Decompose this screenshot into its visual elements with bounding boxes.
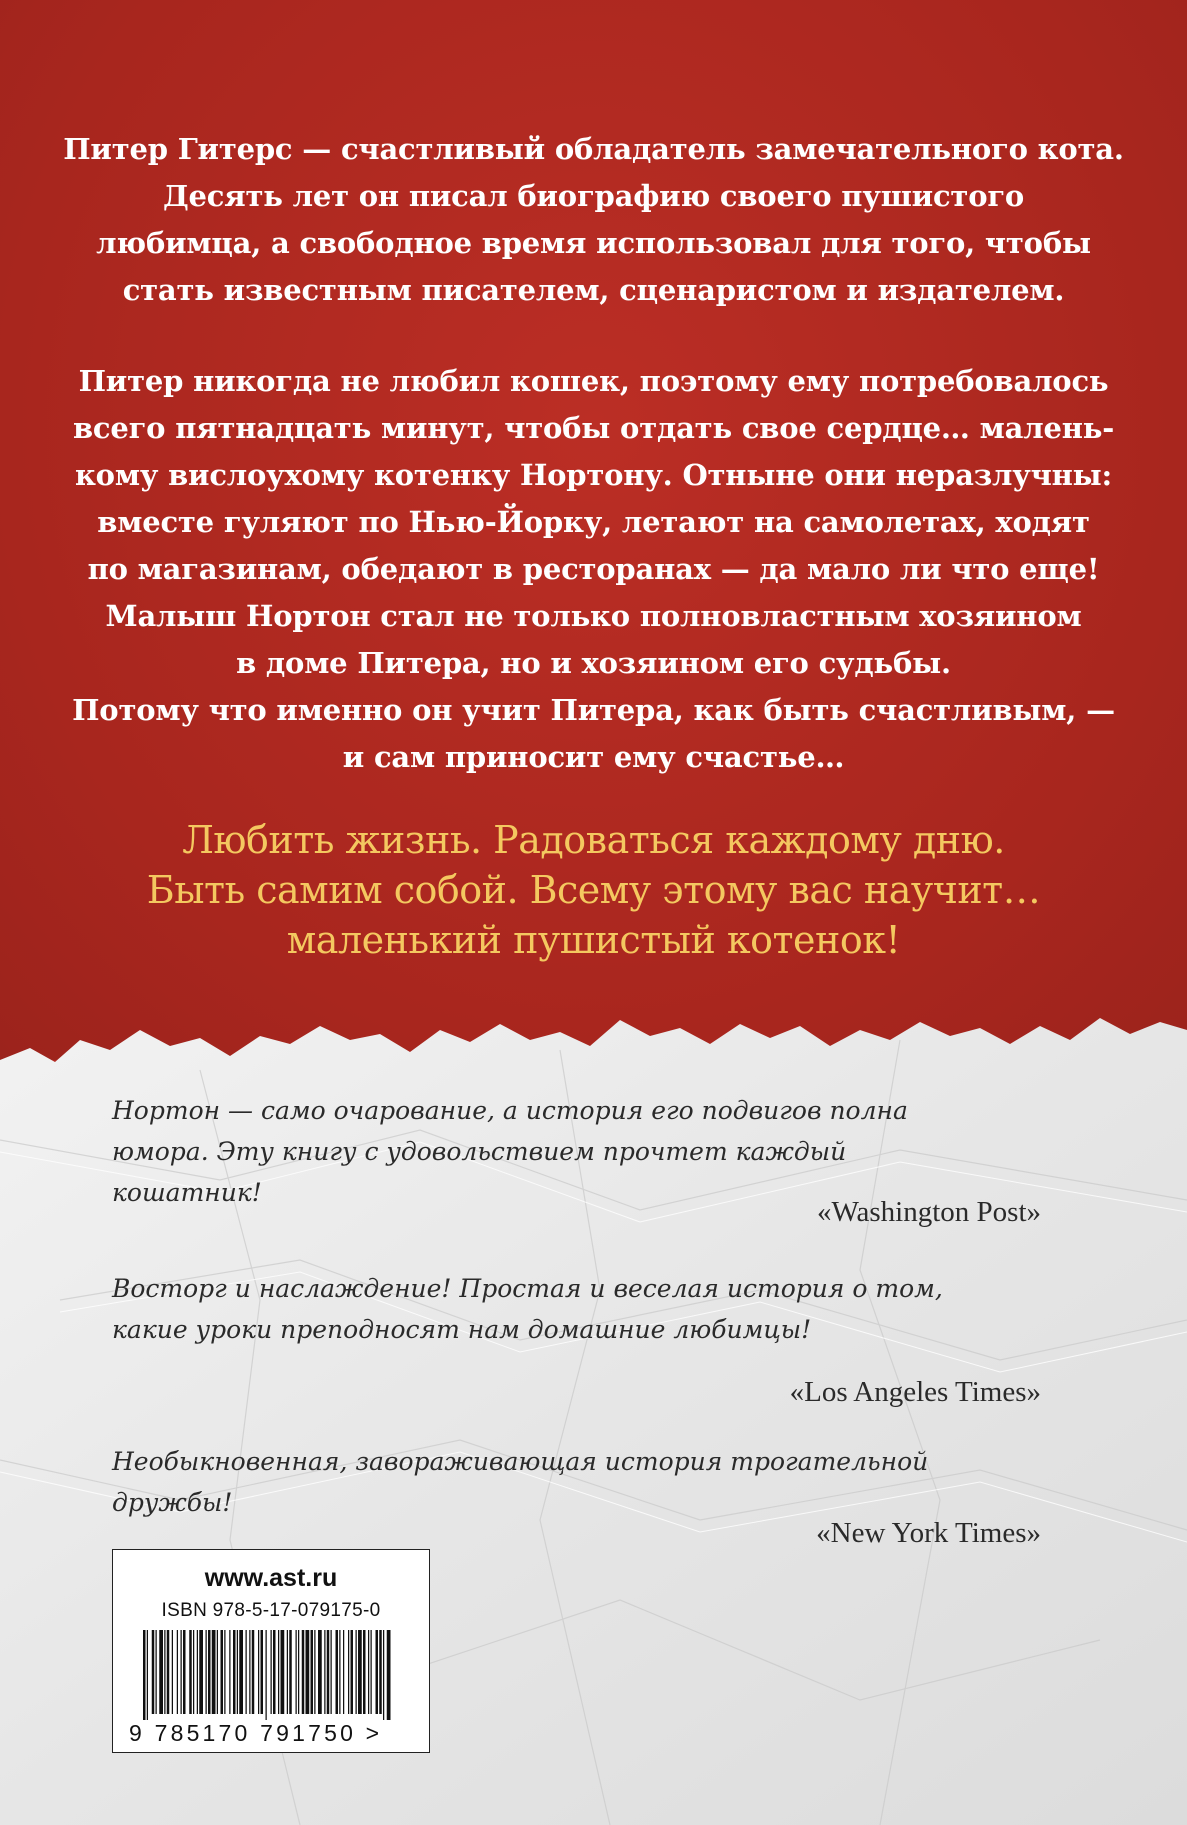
barcode-bar xyxy=(199,1630,203,1714)
barcode-bar xyxy=(183,1630,186,1714)
barcode-bar xyxy=(189,1630,192,1714)
barcode-bar xyxy=(159,1630,163,1714)
blurb-paragraph-2 xyxy=(40,358,1147,781)
barcode-bar xyxy=(281,1630,285,1714)
barcode-bar xyxy=(376,1630,379,1714)
review-quote-2: Восторг и наслаждение! Простая и веселая история о том, какие уроки преподносят нам домашние любимцы! xyxy=(112,1274,943,1344)
barcode-bar xyxy=(371,1630,372,1714)
barcode-bar xyxy=(318,1630,322,1714)
review-source-1: «Washington Post» xyxy=(816,1196,1041,1228)
barcode-bar xyxy=(197,1630,198,1714)
barcode-bar xyxy=(249,1630,250,1714)
barcode-bar xyxy=(358,1630,362,1714)
barcode-bar xyxy=(177,1630,178,1714)
barcode-bar xyxy=(311,1630,314,1714)
barcode-icon xyxy=(141,1630,391,1720)
barcode-bar xyxy=(287,1630,288,1714)
isbn-label: ISBN 978-5-17-079175-0 xyxy=(161,1600,381,1621)
barcode-bar xyxy=(212,1630,216,1714)
barcode-bar xyxy=(348,1630,349,1714)
barcode-bar xyxy=(208,1630,211,1714)
barcode-bar xyxy=(261,1630,264,1714)
barcode-bar xyxy=(156,1630,157,1714)
barcode-bar xyxy=(221,1630,224,1714)
blurb-text-1: Питер Гитерс — счастливый обладатель замечательного кота. Десять лет он писал биографию своего пушистого любимца, а свободное время использовал для того, чтобы стать известным писателем, сценаристом и издателем. xyxy=(63,132,1124,307)
barcode-bar xyxy=(296,1630,297,1714)
barcode-bar xyxy=(356,1630,357,1714)
barcode-bar xyxy=(343,1630,344,1714)
barcode-bar xyxy=(224,1630,225,1714)
barcode-bar xyxy=(339,1630,340,1714)
barcode-bar xyxy=(252,1630,255,1714)
barcode-panel xyxy=(112,1549,430,1753)
barcode-bar xyxy=(164,1630,165,1714)
barcode-bar xyxy=(327,1630,330,1714)
barcode-bar xyxy=(193,1630,194,1714)
barcode-bar xyxy=(233,1630,236,1714)
barcode-bar xyxy=(383,1630,384,1720)
barcode-bar xyxy=(246,1630,247,1714)
barcode-bar xyxy=(237,1630,238,1714)
review-quote-3: Необыкновенная, завораживающая история трогательной дружбы! xyxy=(112,1447,929,1517)
barcode-bar xyxy=(258,1630,259,1714)
barcode-bar xyxy=(273,1630,276,1714)
barcode-bar xyxy=(351,1630,354,1714)
barcode-bar xyxy=(143,1630,146,1720)
tagline: Любить жизнь. Радоваться каждому дню. Быть самим собой. Всему этому вас научит… маленький пушистый котенок! xyxy=(146,818,1041,962)
barcode-bar xyxy=(271,1630,272,1714)
barcode-bar xyxy=(181,1630,182,1714)
barcode-bar xyxy=(217,1630,218,1714)
barcode-bar xyxy=(331,1630,332,1714)
barcode-bar xyxy=(278,1630,279,1714)
barcode-bar xyxy=(172,1630,173,1714)
barcode-bar xyxy=(266,1630,267,1720)
barcode-bar xyxy=(206,1630,207,1714)
barcode-bar xyxy=(167,1630,170,1714)
barcode-digits: 9 785170 791750 > xyxy=(129,1720,383,1746)
blurb-paragraph-1 xyxy=(40,126,1147,314)
barcode-bar xyxy=(336,1630,339,1714)
barcode-bar xyxy=(314,1630,315,1714)
blurb-text-2: Питер никогда не любил кошек, поэтому ему потребовалось всего пятнадцать минут, чтобы отдать свое сердце… малень- кому вислоухому котенку Нортону. Отныне они неразлучны: вместе гуляют по Нью-Йорку, летают на самолетах, ходят по магазинам, обедают в ресторанах — да мало ли что еще! Малыш Нортон стал не только полновластным хозяином в доме Питера, но и хозяином его судьбы. Потому что именно он учит Питера, как быть счастливым, — и сам приносит ему счастье… xyxy=(72,364,1115,774)
barcode-bar xyxy=(306,1630,310,1714)
barcode-bar xyxy=(298,1630,299,1714)
barcode-bar xyxy=(147,1630,148,1720)
review-quote-1: Нортон — само очарование, а история его подвигов полна юмора. Эту книгу с удовольствием прочтет каждый кошатник! xyxy=(112,1096,908,1207)
review-source-2: «Los Angeles Times» xyxy=(789,1376,1041,1408)
barcode-bar xyxy=(229,1630,230,1714)
barcode-bar xyxy=(379,1630,382,1714)
barcode-bar xyxy=(368,1630,369,1714)
publisher-url: www.ast.ru xyxy=(204,1564,338,1592)
review-source-3: «New York Times» xyxy=(816,1517,1041,1549)
barcode-bar xyxy=(363,1630,366,1714)
barcode-bar xyxy=(289,1630,292,1714)
barcode-bar xyxy=(239,1630,243,1714)
barcode-bar xyxy=(324,1630,325,1714)
barcode-bar xyxy=(387,1630,391,1720)
barcode-bar xyxy=(152,1630,155,1714)
barcode-bar xyxy=(302,1630,305,1714)
